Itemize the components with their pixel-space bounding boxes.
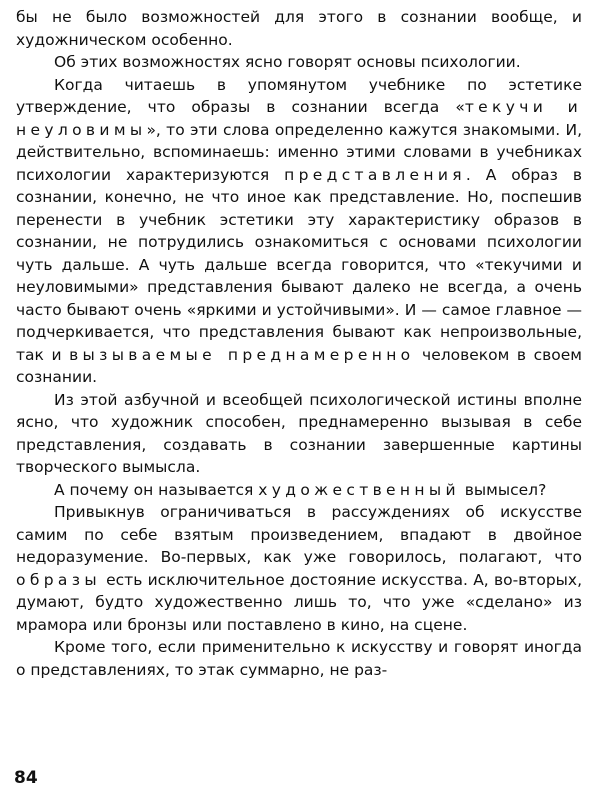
emphasis-flowing-elusive: текучи и неуловимы xyxy=(16,98,582,139)
paragraph-6-text-c: есть исключительное достояние искусства. А, во-вторых, думают, будто художественно лишь то, что уже «сделано» из мрамора или бронзы или поставлено в кино, на сцене. xyxy=(16,570,582,634)
paragraph-7: Кроме того, если применительно к искусству и говорят иногда о представлениях, то этак суммарно, не раз- xyxy=(16,638,582,679)
paragraph-5-text-a: А почему он называется xyxy=(54,480,259,499)
emphasis-artistic: художественный xyxy=(258,480,460,499)
paragraph-6 xyxy=(16,501,582,636)
paragraph-3-text-g: человеком в своем сознании. xyxy=(16,345,582,386)
paragraph-3 xyxy=(16,74,582,389)
paragraph-2: Об этих возможностях ясно говорят основы психологии. xyxy=(54,53,521,71)
page-number: 84 xyxy=(14,768,38,788)
paragraph-3-text-e: . А образ в сознании, конечно, не что иное как представление. Но, поспешив перенести в учебник эстетики эту характеристику образов в сознании, не потрудились ознакомиться с основами психологии чуть дальше. А чуть дальше всегда говорится, что «текучими и неуловимыми» представления бывают далеко не всегда, а очень часто бывают очень «яркими и устойчивыми». И — самое главное — подчеркивается, что представления бывают как непроизвольные, так и xyxy=(16,165,582,364)
emphasis-deliberately-evoked: вызываемые преднамеренно xyxy=(69,345,415,364)
page-text xyxy=(16,6,582,766)
paragraph-1: бы не было возможностей для этого в сознании вообще, и художническом особенно. xyxy=(16,8,582,49)
emphasis-images: образы xyxy=(16,570,101,589)
paragraph-6-text-a: Привыкнув ограничиваться в рассуждениях об искусстве самим по себе взятым произведением, впадают в двойное недоразумение. Во-первых, как уже говорилось, полагают, что xyxy=(16,503,582,566)
paragraph-4: Из этой азбучной и всеобщей психологической истины вполне ясно, что художник способен, преднамеренно вызывая в себе представления, создавать в сознании завершенные картины творческого вымысла. xyxy=(16,390,582,476)
emphasis-representations: представления xyxy=(284,165,466,184)
paragraph-5-text-c: вымысел? xyxy=(459,480,547,499)
paragraph-5 xyxy=(16,479,582,502)
paragraph-3-text-c: », то эти слова определенно кажутся знакомыми. И, действительно, вспоминаешь: именно этими словами в учебниках психологии характеризуются xyxy=(16,120,582,184)
paragraph-3-text-a: Когда читаешь в упомянутом учебнике по эстетике утверждение, что образы в сознании всегда « xyxy=(16,75,582,116)
